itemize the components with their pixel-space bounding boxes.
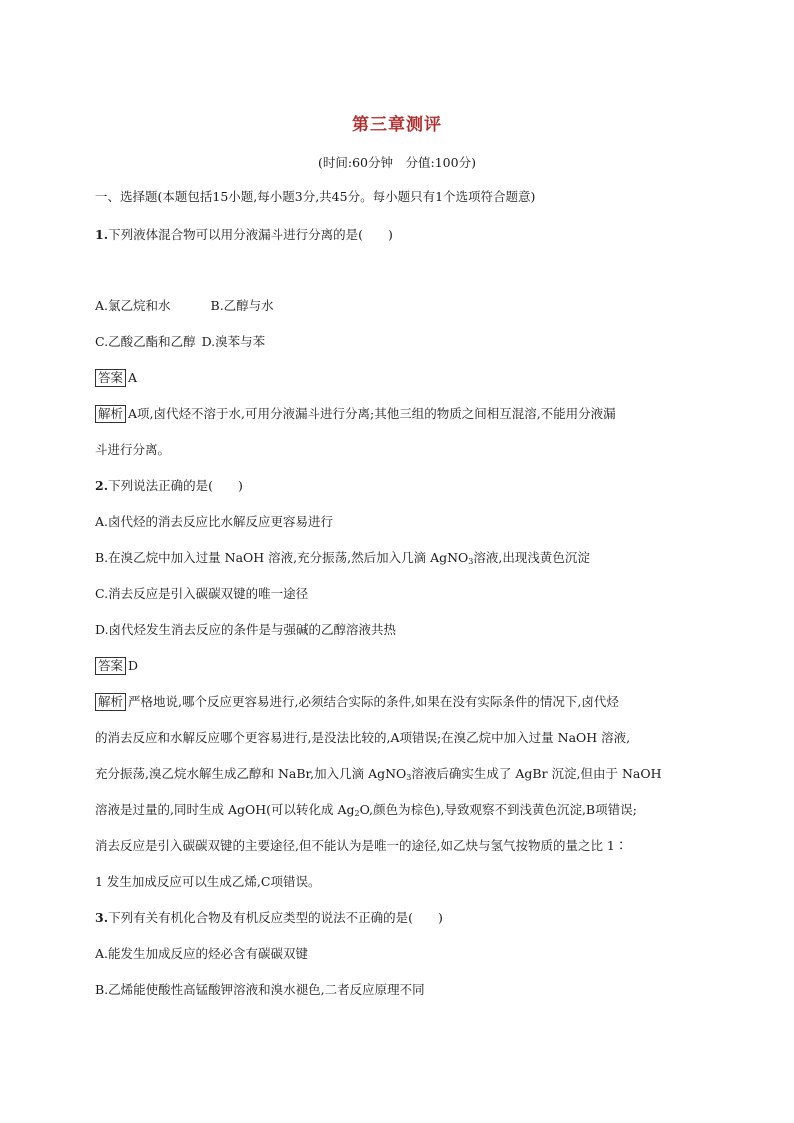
- question-1-analysis-line1: [95, 404, 699, 424]
- analysis-tag: 解析: [95, 405, 126, 423]
- question-1-options-row1: [95, 296, 699, 316]
- page-title: 第三章测评: [352, 115, 442, 135]
- question-stem: 下列液体混合物可以用分液漏斗进行分离的是( ): [108, 227, 393, 242]
- question-2-analysis-line6: 1 发生加成反应可以生成乙烯,C项错误。: [95, 874, 321, 889]
- question-1: [95, 225, 699, 245]
- answer-value: A: [128, 370, 138, 385]
- section-heading: 一、选择题(本题包括15小题,每小题3分,共45分。每小题只有1个选项符合题意): [95, 189, 536, 204]
- option-a: A.卤代烃的消去反应比水解反应更容易进行: [95, 514, 334, 529]
- answer-tag: 答案: [95, 369, 126, 387]
- question-2-analysis-line2: 的消去反应和水解反应哪个更容易进行,是没法比较的,A项错误;在溴乙烷中加入过量 NaOH 溶液,: [95, 730, 631, 745]
- question-1-options-row2: [95, 332, 699, 352]
- question-3: [95, 908, 699, 928]
- analysis-text: 充分振荡,溴乙烷水解生成乙醇和 NaBr,加入几滴 AgNO: [95, 766, 407, 781]
- question-stem: 下列说法正确的是( ): [108, 478, 243, 493]
- option-b: [95, 548, 699, 572]
- option-c: C.乙酸乙酯和乙醇: [95, 334, 196, 349]
- analysis-text: 严格地说,哪个反应更容易进行,必须结合实际的条件,如果在没有实际条件的情况下,卤代烃: [128, 694, 619, 709]
- question-2-analysis-line4: [95, 800, 699, 824]
- analysis-text: 溶液是过量的,同时生成 AgOH(可以转化成 Ag: [95, 802, 355, 817]
- option-d: D.卤代烃发生消去反应的条件是与强碱的乙醇溶液共热: [95, 622, 397, 637]
- option-b: B.乙烯能使酸性高锰酸钾溶液和溴水褪色,二者反应原理不同: [95, 982, 425, 997]
- subscript: 3: [406, 773, 412, 782]
- option-d: D.溴苯与苯: [201, 334, 266, 349]
- answer-tag: 答案: [95, 657, 126, 675]
- analysis-text: A项,卤代烃不溶于水,可用分液漏斗进行分离;其他三组的物质之间相互混溶,不能用分液漏: [128, 406, 616, 421]
- analysis-tag: 解析: [95, 693, 126, 711]
- subscript: 2: [354, 809, 360, 818]
- question-2: [95, 476, 699, 496]
- analysis-text-end: 溶液后确实生成了 AgBr 沉淀,但由于 NaOH: [411, 766, 662, 781]
- subscript: 3: [468, 557, 474, 566]
- option-a: A.能发生加成反应的烃必含有碳碳双键: [95, 946, 309, 961]
- option-c: C.消去反应是引入碳碳双键的唯一途径: [95, 586, 309, 601]
- analysis-text-end: O,颜色为棕色),导致观察不到浅黄色沉淀,B项错误;: [359, 802, 637, 817]
- option-b-text-end: 溶液,出现浅黄色沉淀: [473, 550, 590, 565]
- question-2-analysis-line3: [95, 764, 699, 788]
- exam-info: (时间:60分钟 分值:100分): [318, 155, 476, 170]
- option-b: B.乙醇与水: [210, 298, 274, 313]
- question-2-analysis-line1: [95, 692, 699, 712]
- question-number: 2.: [95, 478, 109, 493]
- question-number: 3.: [95, 910, 109, 925]
- question-1-answer: [95, 368, 699, 388]
- question-1-analysis-line2: 斗进行分离。: [95, 442, 171, 457]
- question-2-answer: [95, 656, 699, 676]
- option-a: A.氯乙烷和水: [95, 298, 171, 313]
- question-2-analysis-line5: 消去反应是引入碳碳双键的主要途径,但不能认为是唯一的途径,如乙炔与氢气按物质的量之比 1∶: [95, 838, 628, 853]
- question-number: 1.: [95, 227, 109, 242]
- option-b-text: B.在溴乙烷中加入过量 NaOH 溶液,充分振荡,然后加入几滴 AgNO: [95, 550, 469, 565]
- question-stem: 下列有关有机化合物及有机反应类型的说法不正确的是( ): [108, 910, 443, 925]
- answer-value: D: [128, 658, 139, 673]
